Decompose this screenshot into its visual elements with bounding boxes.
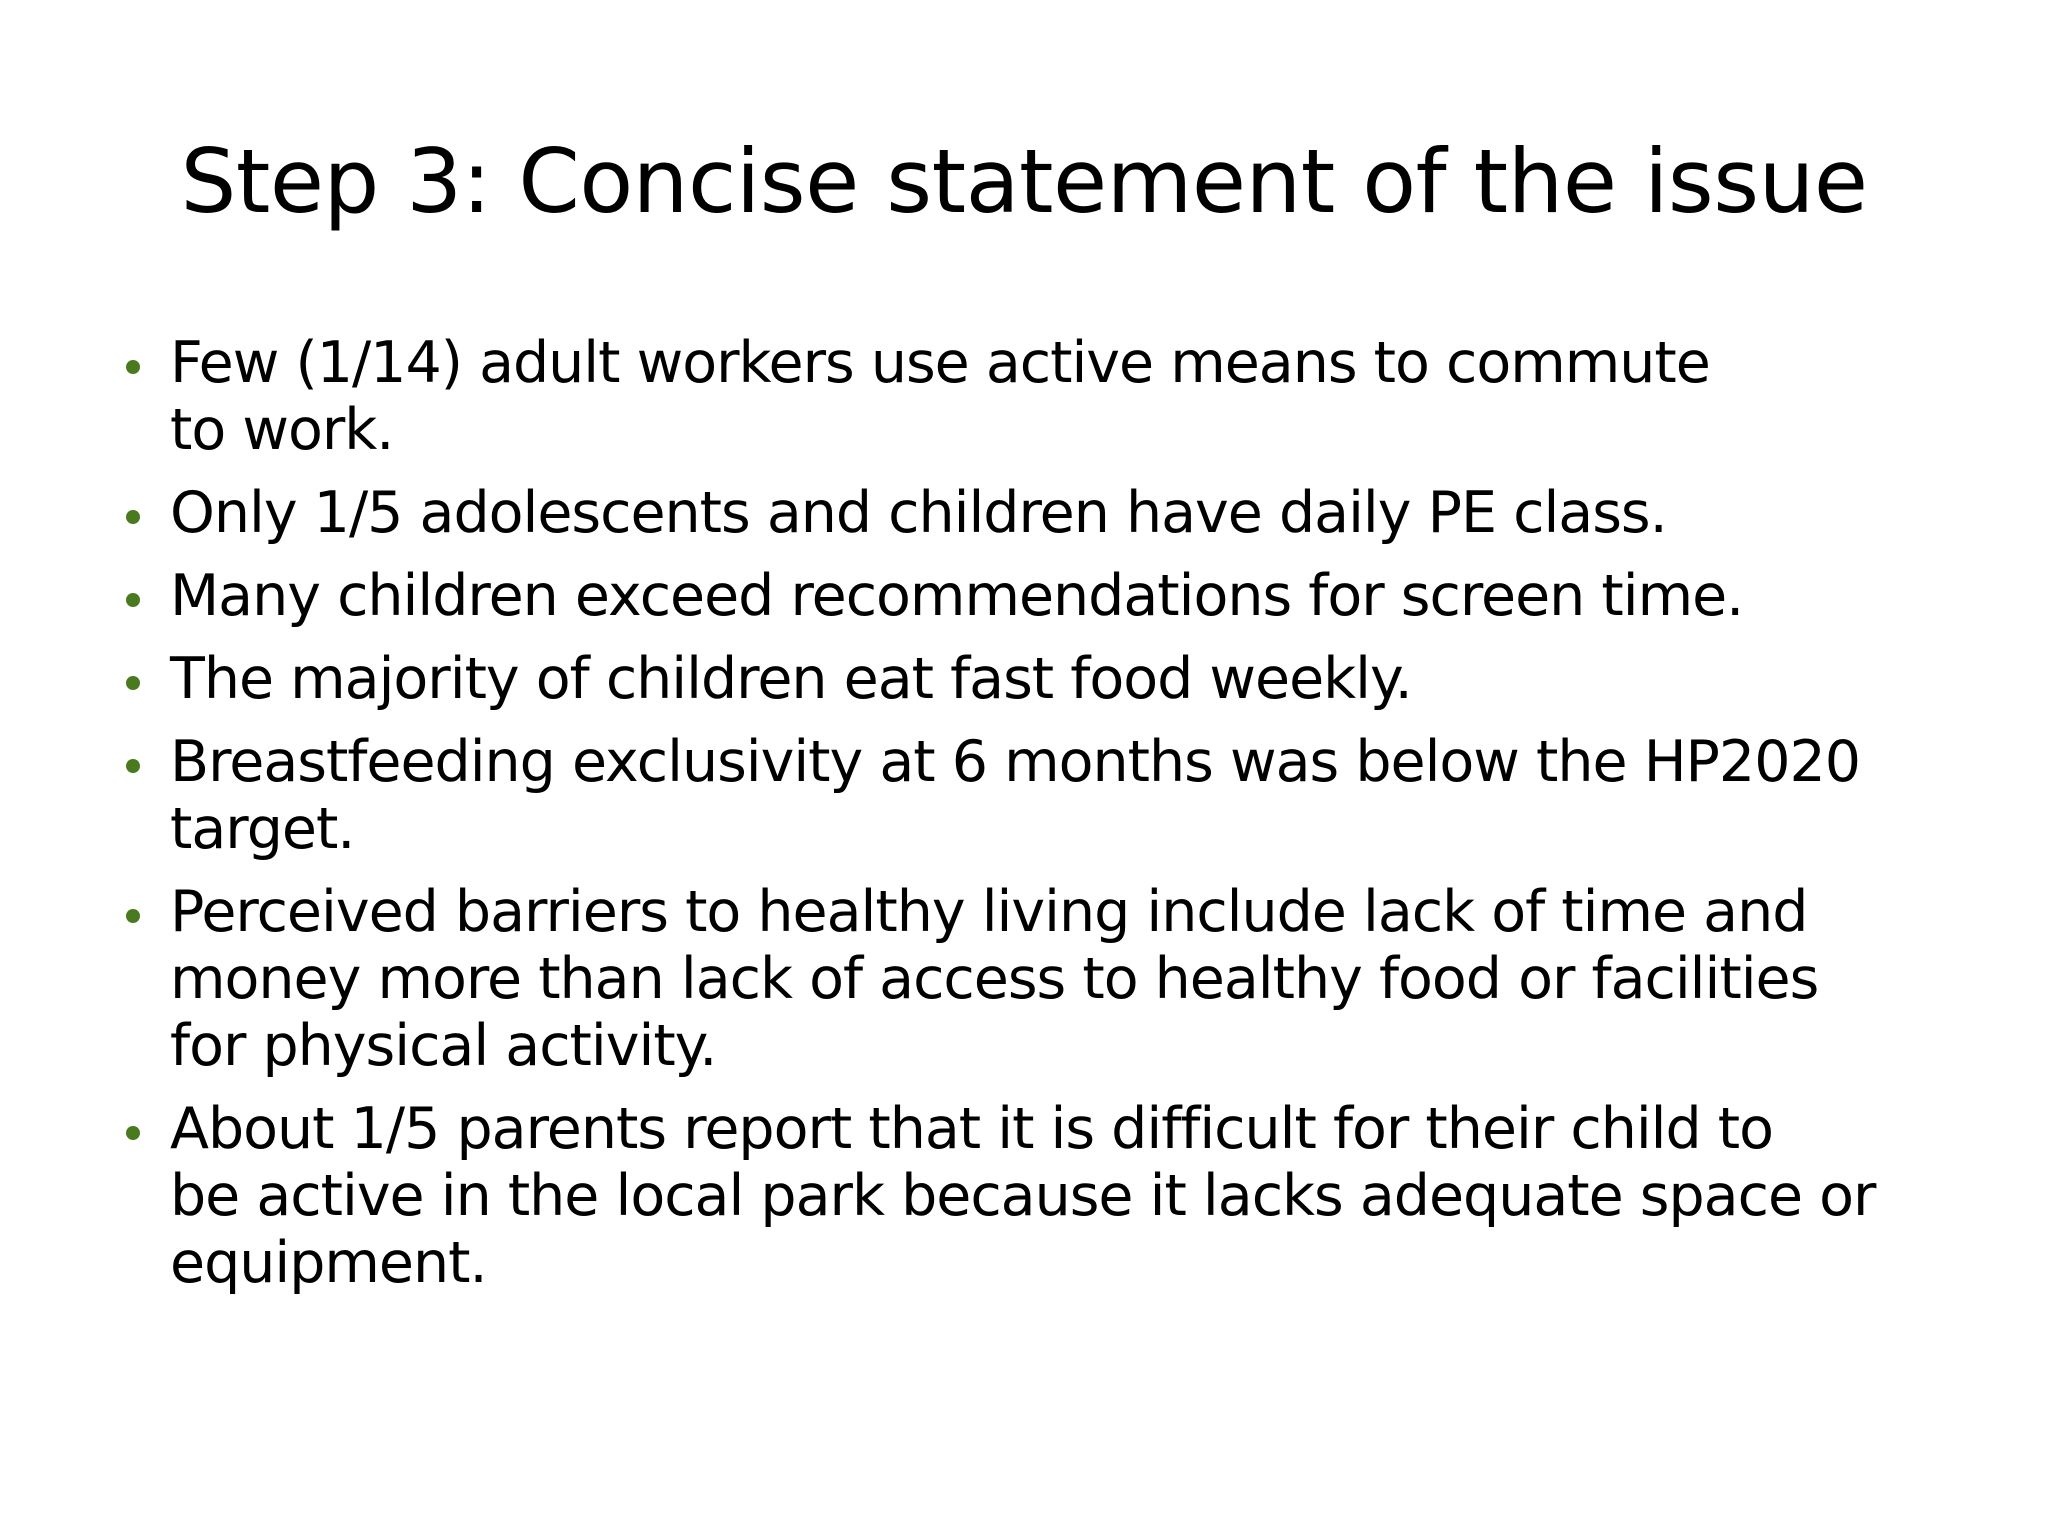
bullet-text: Few (1/14) adult workers use active means to commute to work.	[170, 330, 1710, 463]
bullet-dot-icon	[126, 360, 140, 374]
bullet-text: Many children exceed recommendations for screen time.	[170, 563, 1744, 629]
bullet-dot-icon	[126, 510, 140, 524]
slide-title: Step 3: Concise statement of the issue	[180, 130, 1868, 233]
bullet-item	[126, 330, 1906, 464]
bullet-item	[126, 646, 1906, 713]
bullet-dot-icon	[126, 759, 140, 773]
bullet-item	[126, 879, 1906, 1080]
bullet-text: The majority of children eat fast food weekly.	[170, 646, 1412, 712]
bullet-list	[126, 330, 1906, 1313]
bullet-dot-icon	[126, 1126, 140, 1140]
bullet-item	[126, 1096, 1906, 1297]
bullet-item	[126, 729, 1906, 863]
bullet-text: About 1/5 parents report that it is difficult for their child to be active in the local park because it lacks adequate space or equipment.	[170, 1096, 1876, 1296]
bullet-dot-icon	[126, 676, 140, 690]
bullet-item	[126, 480, 1906, 547]
bullet-text: Only 1/5 adolescents and children have daily PE class.	[170, 480, 1667, 546]
bullet-text: Breastfeeding exclusivity at 6 months was below the HP2020 target.	[170, 729, 1860, 862]
bullet-dot-icon	[126, 909, 140, 923]
bullet-dot-icon	[126, 593, 140, 607]
bullet-text: Perceived barriers to healthy living include lack of time and money more than lack of access to healthy food or facilities for physical activity.	[170, 879, 1819, 1079]
bullet-item	[126, 563, 1906, 630]
